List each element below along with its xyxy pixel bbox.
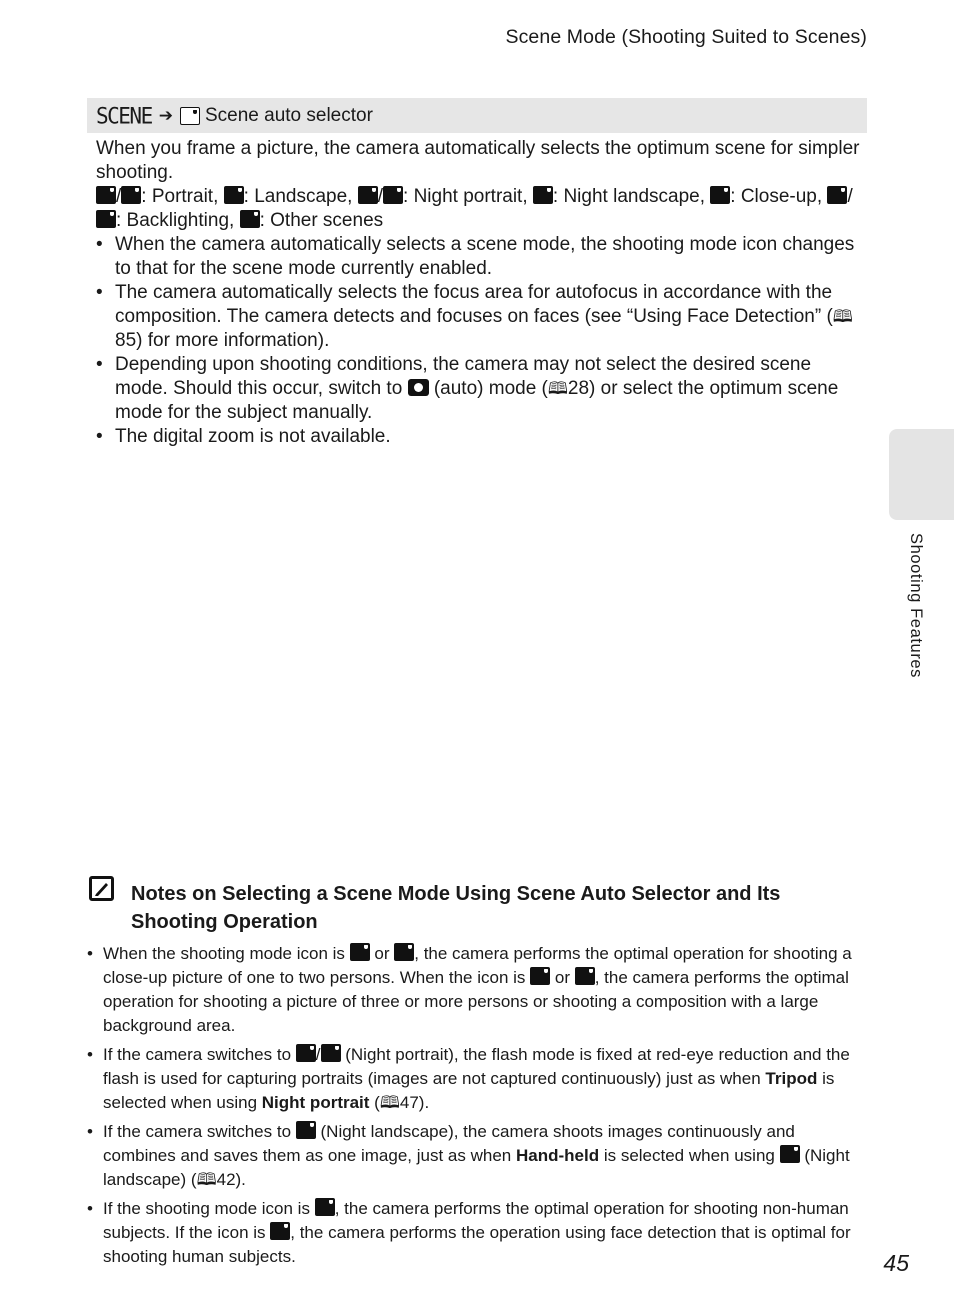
section-tab bbox=[889, 429, 954, 520]
section-heading bbox=[87, 98, 867, 133]
book-icon: 🕮 bbox=[547, 379, 568, 399]
night-portrait-group-icon bbox=[321, 1044, 341, 1062]
backlighting-group-icon bbox=[96, 210, 116, 228]
book-icon: 🕮 bbox=[379, 1093, 400, 1113]
auto-mode-camera-icon bbox=[408, 379, 429, 396]
section-title: Scene auto selector bbox=[204, 104, 373, 126]
list-item: • If the camera switches to / (Night portrait), the flash mode is fixed at red-eye reduction and the flash is used for capturing portraits (images are not captured continuously) just as when Tripod is selected when using Night portrait (🕮47). bbox=[87, 1043, 872, 1115]
scene-auto-selector-icon bbox=[180, 107, 200, 125]
list-item: • Depending upon shooting conditions, the camera may not select the desired scene mode. Should this occur, switch to (auto) mode (🕮28) or select the optimum scene mode for the subject manually. bbox=[96, 353, 866, 425]
scene-icon-legend: / : Portrait, : Landscape, / : Night portrait, : Night landscape, : Close-up, /: Backlighting, : Other scenes bbox=[96, 185, 866, 233]
backlighting-icon bbox=[827, 186, 847, 204]
portrait-group-icon bbox=[530, 967, 550, 985]
book-icon: 🕮 bbox=[196, 1170, 217, 1190]
page-number: 45 bbox=[883, 1250, 909, 1276]
portrait-icon bbox=[350, 943, 370, 961]
night-landscape-icon bbox=[296, 1121, 316, 1139]
book-icon: 🕮 bbox=[832, 307, 853, 327]
other-scenes-icon bbox=[240, 210, 260, 228]
body-text bbox=[96, 137, 866, 449]
note-title: Notes on Selecting a Scene Mode Using Scene Auto Selector and Its Shooting Operation bbox=[131, 883, 781, 933]
night-portrait-icon bbox=[394, 943, 414, 961]
portrait-group-icon bbox=[121, 186, 141, 204]
night-landscape-icon bbox=[533, 186, 553, 204]
landscape-icon bbox=[224, 186, 244, 204]
scene-mode-label: SCENE bbox=[96, 102, 152, 129]
list-item: • If the camera switches to (Night landscape), the camera shoots images continuously and combines and saves them as one image, just as when Hand-held is selected when using (Night landscape) (🕮42). bbox=[87, 1120, 872, 1192]
list-item: • If the shooting mode icon is , the camera performs the optimal operation for shooting non-human subjects. If the icon is , the camera performs the operation using face detection that is optimal for shooting human subjects. bbox=[87, 1197, 872, 1269]
night-portrait-group-icon bbox=[383, 186, 403, 204]
night-portrait-group-icon bbox=[575, 967, 595, 985]
list-item: • When the shooting mode icon is or , the camera performs the optimal operation for shooting a close-up picture of one to two persons. When the icon is or , the camera performs the optimal operation for shooting a picture of three or more persons or shooting a composition with a large background area. bbox=[87, 942, 872, 1038]
arrow-icon: ➔ bbox=[158, 105, 173, 125]
intro-paragraph: When you frame a picture, the camera automatically selects the optimum scene for simpler shooting. bbox=[96, 138, 860, 183]
close-up-icon bbox=[710, 186, 730, 204]
list-item: • The digital zoom is not available. bbox=[96, 425, 866, 449]
list-item: • The camera automatically selects the focus area for autofocus in accordance with the composition. The camera detects and focuses on faces (see “Using Face Detection” (🕮85) for more information). bbox=[96, 281, 866, 353]
backlighting-group-icon bbox=[270, 1222, 290, 1240]
side-section-label: Shooting Features bbox=[907, 533, 925, 679]
pencil-note-icon bbox=[89, 876, 114, 901]
night-portrait-icon bbox=[296, 1044, 316, 1062]
portrait-icon bbox=[96, 186, 116, 204]
running-header: Scene Mode (Shooting Suited to Scenes) bbox=[505, 26, 867, 48]
list-item: • When the camera automatically selects a scene mode, the shooting mode icon changes to that for the scene mode currently enabled. bbox=[96, 233, 866, 281]
backlighting-icon bbox=[315, 1198, 335, 1216]
note-bullets bbox=[87, 942, 872, 1274]
night-portrait-icon bbox=[358, 186, 378, 204]
night-landscape-icon bbox=[780, 1145, 800, 1163]
feature-bullets bbox=[96, 233, 866, 449]
